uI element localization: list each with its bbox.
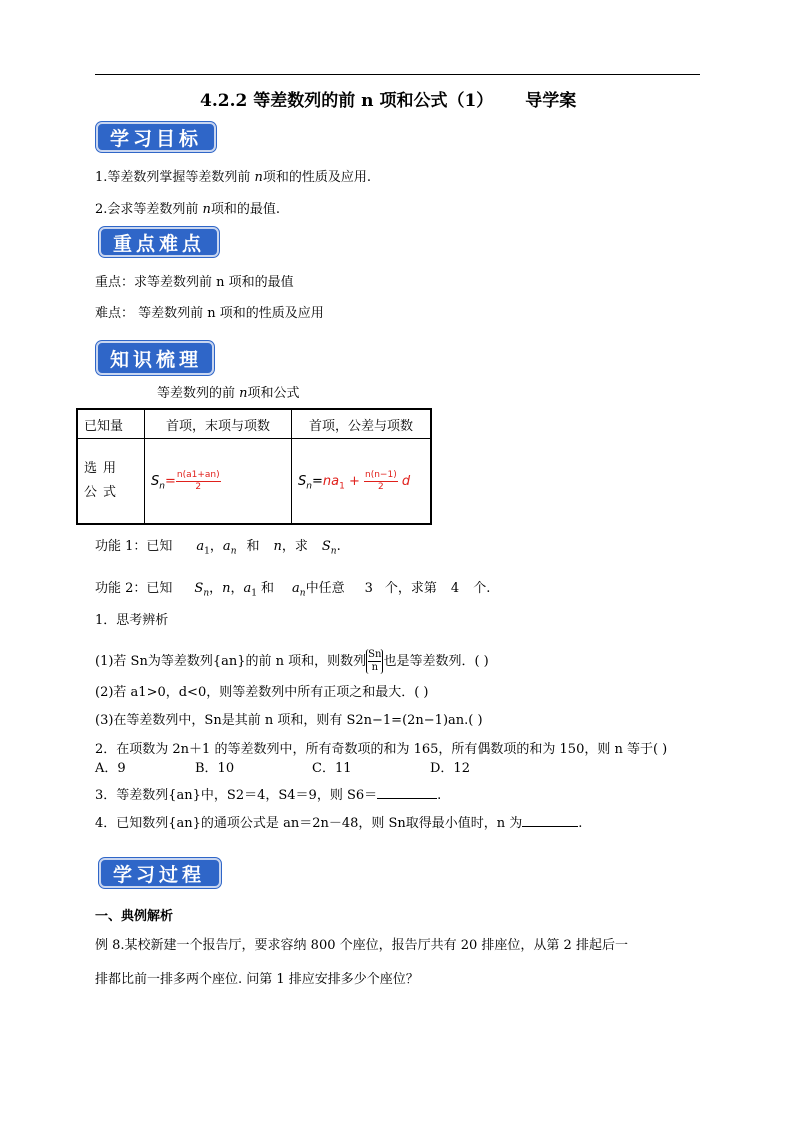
answer-blank[interactable] [522, 814, 578, 827]
question-3: 3．等差数列{an}中，S2＝4，S4＝9，则 S6＝ . [95, 788, 442, 803]
badge-learning-goals: 学习目标 [96, 122, 216, 152]
think-q1: (1)若 Sn为等差数列{an}的前 n 项和，则数列 $\frac{Sn}{n}$ 也是等差数列．( ) [95, 649, 489, 673]
difficult-point: 难点： 等差数列前 n 项和的性质及应用 [95, 306, 324, 321]
question-2-option-d: D．12 [430, 761, 470, 776]
think-heading: 1．思考辨析 [95, 613, 169, 628]
think-q3: (3)在等差数列中，Sn是其前 n 项和，则有 S2n−1=(2n−1)an.( ) [95, 713, 483, 728]
badge-knowledge: 知识梳理 [96, 341, 214, 375]
formula-2: $S_n=na_1$ + $\frac{n(n-1)}{2}$ d [292, 439, 432, 525]
question-2-option-a: A．9 [95, 761, 126, 776]
top-rule [95, 74, 700, 75]
example-8-line-2: 排都比前一排多两个座位. 问第 1 排应安排多少个座位？ [95, 972, 419, 987]
question-2-option-c: C．11 [312, 761, 352, 776]
table-header-known: 已知量 [77, 409, 145, 439]
table-header-first-diff: 首项，公差与项数 [292, 409, 432, 439]
goal-item-1: 1.等差数列掌握等差数列前 n项和的性质及应用. [95, 170, 372, 185]
example-8-line-1: 例 8.某校新建一个报告厅，要求容纳 800 个座位，报告厅共有 20 排座位，从第 2 排起后一 [95, 938, 628, 953]
formula-table [76, 408, 432, 525]
function-2: 功能 2：已知 $S_n$，n，$a_1$ 和 $a_n$中任意 3 个，求第 4 个. [95, 581, 491, 599]
formula-1: $S_n=$ $\frac{n(a1+an)}{2}$ [145, 439, 292, 525]
function-1: 功能 1：已知 $a_1$，$a_n$ 和 n，求 $S_n$. [95, 539, 341, 557]
think-q2: (2)若 a1>0，d<0，则等差数列中所有正项之和最大．( ) [95, 685, 429, 700]
answer-blank[interactable] [377, 786, 437, 799]
page-title: 4.2.2 等差数列的前 n 项和公式（1） 导学案 [200, 91, 577, 111]
badge-key-points: 重点难点 [99, 227, 219, 257]
table-row-label: 选用公式 [77, 439, 145, 525]
section-heading: 一、典例解析 [95, 909, 174, 924]
question-4: 4．已知数列{an}的通项公式是 an＝2n－48，则 Sn取得最小值时，n 为 . [95, 816, 583, 831]
table-caption: 等差数列的前 n项和公式 [157, 386, 300, 401]
badge-learning-process: 学习过程 [99, 858, 221, 888]
table-header-first-last: 首项，末项与项数 [145, 409, 292, 439]
question-2-stem: 2．在项数为 2n＋1 的等差数列中，所有奇数项的和为 165，所有偶数项的和为 150，则 n 等于( ) [95, 742, 668, 757]
goal-item-2: 2.会求等差数列前 n项和的最值. [95, 202, 281, 217]
key-point: 重点：求等差数列前 n 项和的最值 [95, 275, 294, 290]
question-2-option-b: B．10 [195, 761, 235, 776]
